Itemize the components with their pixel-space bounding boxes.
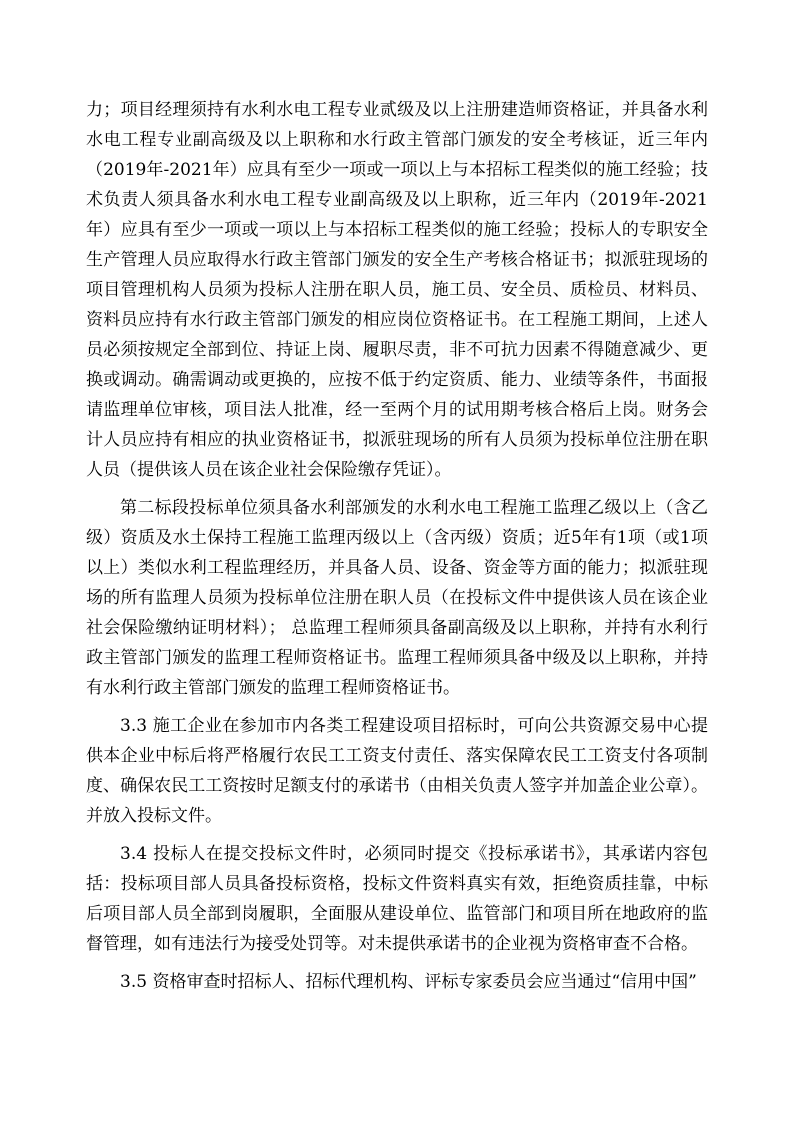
paragraph-section-two-supervision: 第二标段投标单位须具备水利部颁发的水利水电工程施工监理乙级以上（含乙级）资质及水土保持工程施工监理丙级以上（含丙级）资质；近5年有1项（或1项以上）类似水利工程监理经历，并具备人员、设备、资金等方面的能力；拟派驻现场的所有监理人员须为投标单位注册在职人员（在投标文件中提供该人员在该企业社会保险缴纳证明材料）； 总监理工程师须具备副高级及以上职称，并持有水利行政主管部门颁发的监理工程师资格证书。监理工程师须具备中级及以上职称，并持有水利行政主管部门颁发的监理工程师资格证书。 [86,498,708,698]
document-body [86,95,708,1005]
paragraph-personnel-requirements: 力；项目经理须持有水利水电工程专业贰级及以上注册建造师资格证，并具备水利水电工程专业副高级及以上职称和水行政主管部门颁发的安全考核证，近三年内（2019年-2021年）应具有至少一项或一项以上与本招标工程类似的施工经验；技术负责人须具备水利水电工程专业副高级及以上职称，近三年内（2019年-2021年）应具有至少一项或一项以上与本招标工程类似的施工经验；投标人的专职安全生产管理人员应取得水行政主管部门颁发的安全生产考核合格证书；拟派驻现场的项目管理机构人员须为投标人注册在职人员，施工员、安全员、质检员、材料员、资料员应持有水行政主管部门颁发的相应岗位资格证书。在工程施工期间，上述人员必须按规定全部到位、持证上岗、履职尽责，非不可抗力因素不得随意减少、更换或调动。确需调动或更换的，应按不低于约定资质、能力、业绩等条件，书面报请监理单位审核，项目法人批准，经一至两个月的试用期考核合格后上岗。财务会计人员应持有相应的执业资格证书，拟派驻现场的所有人员须为投标单位注册在职人员（提供该人员在该企业社会保险缴存凭证）。 [86,100,708,480]
paragraph-3-4-bid-commitment: 3.4 投标人在提交投标文件时，必须同时提交《投标承诺书》，其承诺内容包括：投标项目部人员具备投标资格，投标文件资料真实有效，拒绝资质挂靠，中标后项目部人员全部到岗履职，全面服从建设单位、监管部门和项目所在地政府的监督管理，如有违法行为接受处罚等。对未提供承诺书的企业视为资格审查不合格。 [86,844,708,954]
paragraph-3-5-qualification-review: 3.5 资格审查时招标人、招标代理机构、评标专家委员会应当通过“信用中国” [120,972,697,992]
paragraph-3-3-wage-commitment: 3.3 施工企业在参加市内各类工程建设项目招标时，可向公共资源交易中心提供本企业中标后将严格履行农民工工资支付责任、落实保障农民工工资支付各项制度、确保农民工工资按时足额支付的承诺书（由相关负责人签字并加盖企业公章）。并放入投标文件。 [86,716,708,826]
